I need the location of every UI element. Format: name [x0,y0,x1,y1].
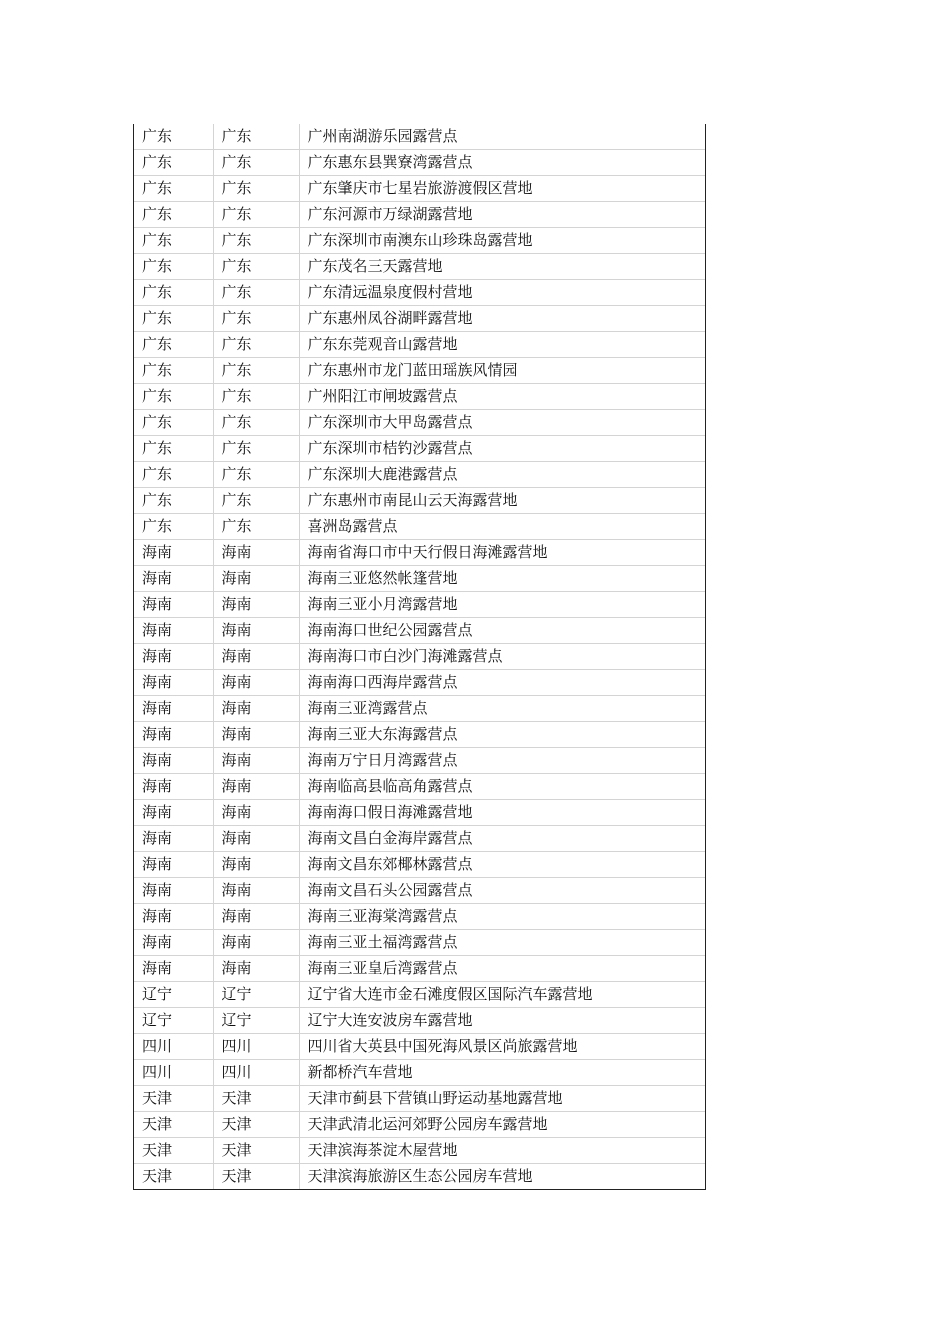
table-row [134,670,705,696]
province-cell: 广东 [134,280,213,306]
province-cell: 海南 [134,826,213,852]
table-row [134,930,705,956]
province-cell: 广东 [134,462,213,488]
table-row [134,696,705,722]
table-row [134,748,705,774]
table-body [134,124,705,1189]
campsite-name-cell: 广州南湖游乐园露营点 [299,124,705,150]
region-cell: 海南 [213,644,299,670]
region-cell: 广东 [213,306,299,332]
region-cell: 广东 [213,410,299,436]
table-row [134,228,705,254]
table-row [134,1008,705,1034]
region-cell: 广东 [213,202,299,228]
table-row [134,358,705,384]
province-cell: 海南 [134,670,213,696]
province-cell: 海南 [134,618,213,644]
campsite-table [134,124,705,1189]
region-cell: 辽宁 [213,982,299,1008]
region-cell: 天津 [213,1138,299,1164]
region-cell: 广东 [213,124,299,150]
region-cell: 广东 [213,254,299,280]
campsite-name-cell: 广东惠州市南昆山云天海露营地 [299,488,705,514]
table-row [134,1060,705,1086]
province-cell: 海南 [134,904,213,930]
province-cell: 广东 [134,176,213,202]
table-row [134,722,705,748]
table-row [134,410,705,436]
province-cell: 广东 [134,514,213,540]
campsite-name-cell: 广东清远温泉度假村营地 [299,280,705,306]
province-cell: 广东 [134,488,213,514]
table-row [134,878,705,904]
table-row [134,540,705,566]
campsite-name-cell: 海南临高县临高角露营点 [299,774,705,800]
table-row [134,384,705,410]
province-cell: 海南 [134,540,213,566]
campsite-name-cell: 海南三亚大东海露营点 [299,722,705,748]
table-row [134,306,705,332]
province-cell: 海南 [134,956,213,982]
region-cell: 海南 [213,956,299,982]
table-row [134,514,705,540]
campsite-name-cell: 海南三亚皇后湾露营点 [299,956,705,982]
campsite-name-cell: 海南三亚小月湾露营地 [299,592,705,618]
region-cell: 广东 [213,462,299,488]
campsite-name-cell: 喜洲岛露营点 [299,514,705,540]
table-row [134,644,705,670]
table-row [134,1164,705,1190]
province-cell: 广东 [134,254,213,280]
region-cell: 海南 [213,878,299,904]
region-cell: 海南 [213,592,299,618]
table-row [134,1034,705,1060]
region-cell: 天津 [213,1086,299,1112]
province-cell: 海南 [134,878,213,904]
region-cell: 海南 [213,826,299,852]
table-row [134,800,705,826]
table-row [134,592,705,618]
campsite-name-cell: 海南三亚土福湾露营点 [299,930,705,956]
region-cell: 广东 [213,150,299,176]
table-row [134,618,705,644]
table-row [134,982,705,1008]
province-cell: 海南 [134,566,213,592]
campsite-name-cell: 天津滨海茶淀木屋营地 [299,1138,705,1164]
province-cell: 辽宁 [134,1008,213,1034]
table-row [134,826,705,852]
province-cell: 海南 [134,644,213,670]
province-cell: 四川 [134,1060,213,1086]
table-row [134,176,705,202]
region-cell: 广东 [213,358,299,384]
province-cell: 广东 [134,202,213,228]
province-cell: 海南 [134,722,213,748]
campsite-name-cell: 广东深圳市南澳东山珍珠岛露营地 [299,228,705,254]
campsite-name-cell: 广东深圳大鹿港露营点 [299,462,705,488]
campsite-name-cell: 广东茂名三天露营地 [299,254,705,280]
campsite-name-cell: 辽宁大连安波房车露营地 [299,1008,705,1034]
region-cell: 广东 [213,280,299,306]
region-cell: 四川 [213,1034,299,1060]
campsite-name-cell: 广东惠州市龙门蓝田瑶族风情园 [299,358,705,384]
region-cell: 广东 [213,384,299,410]
table-row [134,436,705,462]
region-cell: 海南 [213,618,299,644]
province-cell: 广东 [134,410,213,436]
campsite-name-cell: 海南海口西海岸露营点 [299,670,705,696]
region-cell: 海南 [213,696,299,722]
region-cell: 海南 [213,722,299,748]
table-row [134,1086,705,1112]
table-row [134,956,705,982]
table-row [134,1112,705,1138]
campsite-name-cell: 天津市蓟县下营镇山野运动基地露营地 [299,1086,705,1112]
table-row [134,254,705,280]
campsite-name-cell: 新都桥汽车营地 [299,1060,705,1086]
campsite-name-cell: 广州阳江市闸坡露营点 [299,384,705,410]
campsite-name-cell: 广东肇庆市七星岩旅游渡假区营地 [299,176,705,202]
campsite-name-cell: 海南海口市白沙门海滩露营点 [299,644,705,670]
campsite-name-cell: 海南省海口市中天行假日海滩露营地 [299,540,705,566]
campsite-name-cell: 广东惠州凤谷湖畔露营地 [299,306,705,332]
campsite-table-frame [133,124,706,1190]
campsite-name-cell: 天津滨海旅游区生态公园房车营地 [307,1167,533,1185]
province-cell: 广东 [134,228,213,254]
region-cell: 海南 [213,930,299,956]
province-cell: 天津 [134,1138,213,1164]
campsite-name-cell: 海南海口假日海滩露营地 [299,800,705,826]
campsite-name-cell: 海南万宁日月湾露营点 [299,748,705,774]
province-cell: 海南 [134,592,213,618]
campsite-name-cell: 海南三亚海棠湾露营点 [299,904,705,930]
province-cell: 天津 [134,1112,213,1138]
table-row [134,852,705,878]
campsite-name-cell: 广东深圳市桔钓沙露营点 [299,436,705,462]
province-cell: 海南 [134,696,213,722]
region-cell: 广东 [213,228,299,254]
region-cell: 海南 [213,748,299,774]
region-cell: 天津 [213,1112,299,1138]
region-cell: 广东 [213,332,299,358]
province-cell: 广东 [134,150,213,176]
campsite-name-cell: 海南文昌东郊椰林露营点 [299,852,705,878]
region-cell: 广东 [213,488,299,514]
province-cell: 海南 [134,748,213,774]
province-cell: 广东 [134,358,213,384]
region-cell: 海南 [213,904,299,930]
campsite-name-cell: 广东深圳市大甲岛露营点 [299,410,705,436]
campsite-name-cell: 海南三亚悠然帐篷营地 [299,566,705,592]
region-cell: 广东 [213,514,299,540]
region-cell: 广东 [213,176,299,202]
province-cell: 广东 [134,332,213,358]
table-row [134,280,705,306]
province-cell: 天津 [134,1164,213,1190]
province-cell: 海南 [134,852,213,878]
table-row [134,150,705,176]
table-row [134,332,705,358]
region-cell: 辽宁 [213,1008,299,1034]
table-row [134,774,705,800]
campsite-name-cell: 广东河源市万绿湖露营地 [299,202,705,228]
table-row [134,488,705,514]
table-row [134,124,705,150]
province-cell: 四川 [134,1034,213,1060]
province-cell: 海南 [134,800,213,826]
campsite-name-cell: 广东东莞观音山露营地 [299,332,705,358]
campsite-name-cell: 天津武清北运河郊野公园房车露营地 [299,1112,705,1138]
province-cell: 广东 [134,436,213,462]
province-cell: 广东 [134,384,213,410]
campsite-name-cell: 海南文昌白金海岸露营点 [299,826,705,852]
region-cell: 海南 [213,670,299,696]
province-cell: 广东 [134,306,213,332]
campsite-name-cell: 海南三亚湾露营点 [299,696,705,722]
table-row [134,904,705,930]
table-row [134,566,705,592]
region-cell: 海南 [213,774,299,800]
region-cell: 广东 [213,436,299,462]
region-cell: 海南 [213,540,299,566]
region-cell: 天津 [213,1164,299,1190]
campsite-name-cell: 广东惠东县巽寮湾露营点 [299,150,705,176]
campsite-name-cell: 海南海口世纪公园露营点 [299,618,705,644]
campsite-name-cell: 海南文昌石头公园露营点 [299,878,705,904]
province-cell: 辽宁 [134,982,213,1008]
region-cell: 海南 [213,566,299,592]
table-row [134,462,705,488]
campsite-name-cell: 辽宁省大连市金石滩度假区国际汽车露营地 [299,982,705,1008]
campsite-name-cell: 四川省大英县中国死海风景区尚旅露营地 [299,1034,705,1060]
region-cell: 四川 [213,1060,299,1086]
table-row [134,202,705,228]
province-cell: 海南 [134,930,213,956]
province-cell: 海南 [134,774,213,800]
table-row [134,1138,705,1164]
region-cell: 海南 [213,852,299,878]
province-cell: 天津 [134,1086,213,1112]
province-cell: 广东 [134,124,213,150]
region-cell: 海南 [213,800,299,826]
